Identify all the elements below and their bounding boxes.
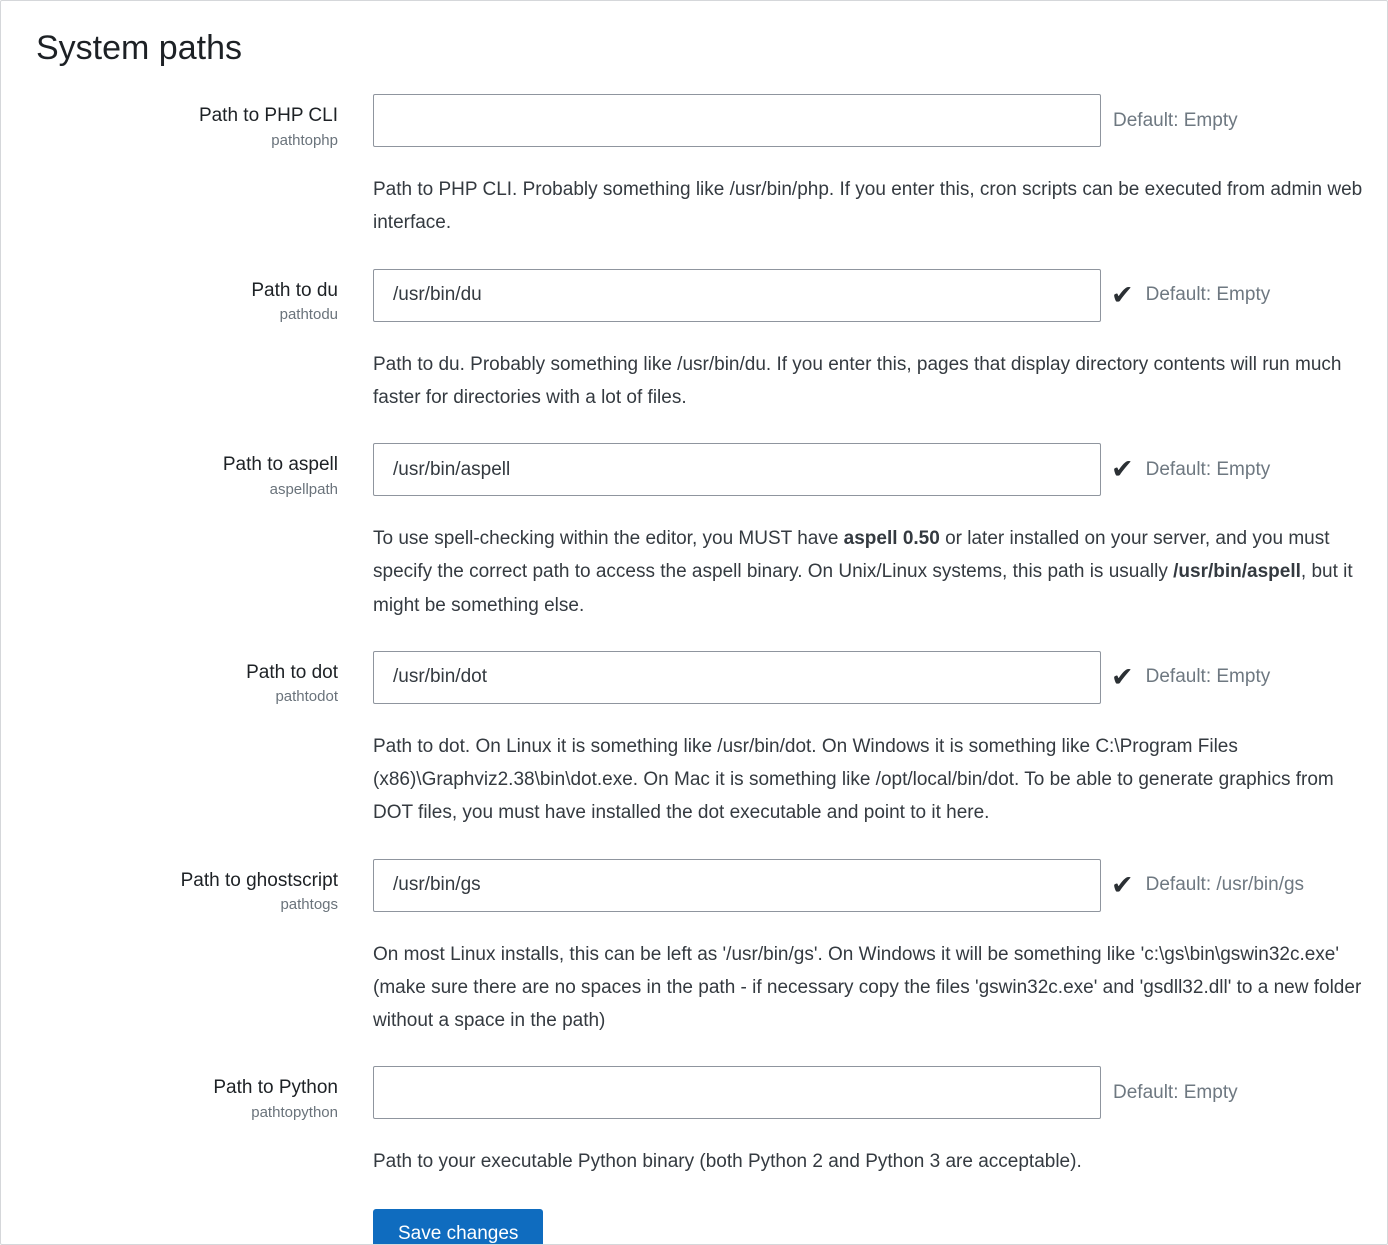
path-input[interactable] <box>373 1066 1101 1119</box>
setting-description: On most Linux installs, this can be left as '/usr/bin/gs'. On Windows it will be something like 'c:\gs\bin\gswin32c.exe' (make sure there are no spaces in the path - if necessary copy the files 'gswin32c.exe' and 'gsdll32.dll' to a new folder without a space in the path) <box>373 943 1362 1032</box>
setting-label: Path to ghostscript <box>180 869 338 891</box>
check-icon: ✔ <box>1111 279 1134 310</box>
default-status: Default: Empty <box>1113 109 1238 131</box>
setting-description: Path to your executable Python binary (both Python 2 and Python 3 are acceptable). <box>373 1151 1082 1173</box>
setting-row <box>36 651 1377 859</box>
page-title: System paths <box>36 29 242 67</box>
setting-row <box>36 269 1377 444</box>
setting-description: Path to PHP CLI. Probably something like /usr/bin/php. If you enter this, cron scripts can be executed from admin web interface. <box>373 179 1363 234</box>
path-input[interactable] <box>373 859 1101 912</box>
setting-description: Path to du. Probably something like /usr/bin/du. If you enter this, pages that display directory contents will run much faster for directories with a lot of files. <box>373 353 1342 408</box>
setting-id: aspellpath <box>269 480 338 498</box>
setting-id: pathtophp <box>271 131 338 149</box>
setting-label: Path to aspell <box>222 454 338 476</box>
setting-label: Path to Python <box>213 1077 338 1099</box>
check-icon: ✔ <box>1111 661 1134 692</box>
setting-row <box>36 443 1377 651</box>
default-status: Default: Empty <box>1113 1081 1238 1103</box>
setting-label: Path to du <box>251 279 338 301</box>
default-status: Default: Empty <box>1145 666 1271 688</box>
setting-id: pathtodot <box>275 688 338 706</box>
setting-id: pathtopython <box>251 1103 338 1121</box>
default-status: Default: Empty <box>1145 284 1271 306</box>
setting-description: To use spell-checking within the editor, you MUST have aspell 0.50 or later installed on your server, and you must specify the correct path to access the aspell binary. On Unix/Linux systems, this path is usually /usr/bin/aspell, but it might be something else. <box>373 528 1353 616</box>
setting-row <box>36 1066 1377 1207</box>
setting-id: pathtogs <box>280 896 338 914</box>
settings-list <box>36 94 1377 1208</box>
save-button[interactable]: Save changes <box>373 1209 543 1245</box>
setting-row <box>36 94 1377 269</box>
default-status: Default: Empty <box>1145 458 1271 480</box>
path-input[interactable] <box>373 94 1101 147</box>
save-row <box>36 1208 1377 1245</box>
check-icon: ✔ <box>1111 454 1134 485</box>
setting-label: Path to dot <box>246 661 338 683</box>
path-input[interactable] <box>373 269 1101 322</box>
default-status: Default: /usr/bin/gs <box>1145 874 1305 896</box>
setting-row <box>36 859 1377 1067</box>
path-input[interactable] <box>373 443 1101 496</box>
check-icon: ✔ <box>1111 869 1134 900</box>
setting-id: pathtodu <box>279 306 338 324</box>
path-input[interactable] <box>373 651 1101 704</box>
setting-label: Path to PHP CLI <box>198 105 338 127</box>
setting-description: Path to dot. On Linux it is something like /usr/bin/dot. On Windows it is something like C:\Program Files (x86)\Graphviz2.38\bin\dot.exe. On Mac it is something like /opt/local/bin/dot. To be able to generate graphics from DOT files, you must have installed the dot executable and point to it here. <box>373 735 1334 824</box>
